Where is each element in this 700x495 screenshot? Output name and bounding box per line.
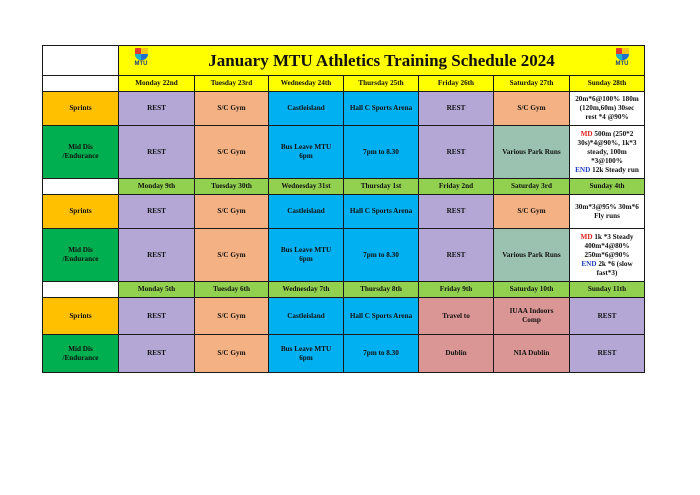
label-line: /Endurance — [62, 353, 99, 362]
session-cell: REST — [570, 298, 645, 335]
session-line: 30s)*4@90%, 1k*3 — [577, 138, 637, 147]
day-header: Wednesday 24th — [269, 76, 344, 92]
day-header: Thursday 25th — [344, 76, 419, 92]
session-cell: S/C Gym — [195, 195, 269, 229]
session-cell: REST — [119, 229, 195, 282]
row-label-middist — [43, 126, 119, 179]
session-cell-sunday — [570, 92, 645, 126]
day-header: Sunday 11th — [570, 282, 645, 298]
row-label-blank — [43, 282, 119, 298]
mtu-logo-right — [611, 48, 633, 73]
session-cell: Various Park Runs — [494, 126, 570, 179]
session-cell: NIA Dublin — [494, 335, 570, 373]
session-cell: REST — [419, 195, 494, 229]
label-line: Mid Dis — [68, 143, 93, 151]
day-header: Thursday 1st — [344, 179, 419, 195]
session-line: Bus Leave MTU — [280, 246, 332, 254]
session-cell: 7pm to 8.30 — [344, 229, 419, 282]
day-header: Monday 9th — [119, 179, 195, 195]
session-line: Fly runs — [594, 211, 620, 220]
session-line: steady, 100m — [587, 147, 627, 156]
session-line: 6pm — [299, 353, 313, 362]
session-cell: S/C Gym — [195, 92, 269, 126]
session-cell: S/C Gym — [494, 195, 570, 229]
shield-icon — [135, 48, 148, 60]
session-cell: REST — [119, 298, 195, 335]
session-cell: Castleisland — [269, 195, 344, 229]
session-line: rest *4 @90% — [585, 113, 629, 121]
day-header: Friday 9th — [419, 282, 494, 298]
logo-text: MTU — [134, 61, 148, 67]
session-cell: REST — [419, 126, 494, 179]
session-line: 400m*4@80% — [584, 241, 630, 250]
session-line: Comp — [522, 316, 541, 324]
row-label-sprints: Sprints — [43, 298, 119, 335]
session-line: 20m*6@100% 180m — [575, 95, 639, 103]
session-cell: Various Park Runs — [494, 229, 570, 282]
session-cell: REST — [119, 195, 195, 229]
session-cell: Castleisland — [269, 92, 344, 126]
row-label-middist — [43, 335, 119, 373]
session-cell: REST — [570, 335, 645, 373]
logo-text: MTU — [615, 61, 629, 67]
session-cell: 7pm to 8.30 — [344, 335, 419, 373]
session-line: 500m (250*2 — [592, 129, 634, 138]
session-line: 1k *3 Steady — [592, 232, 634, 241]
md-tag: MD — [580, 129, 593, 138]
day-header: Tuesday 6th — [195, 282, 269, 298]
row-label-blank — [43, 179, 119, 195]
day-header: Tuesday 30th — [195, 179, 269, 195]
session-line: IUAA Indoors — [509, 307, 554, 315]
label-line: Mid Dis — [68, 246, 93, 254]
day-header: Saturday 3rd — [494, 179, 570, 195]
session-cell-sunday — [570, 195, 645, 229]
day-header: Saturday 10th — [494, 282, 570, 298]
session-cell: Hall C Sports Arena — [344, 298, 419, 335]
session-cell-sunday — [570, 126, 645, 179]
session-cell — [269, 126, 344, 179]
title-banner — [119, 46, 645, 76]
session-cell: S/C Gym — [195, 335, 269, 373]
md-tag: MD — [580, 232, 593, 241]
day-header: Thursday 8th — [344, 282, 419, 298]
session-cell: S/C Gym — [195, 298, 269, 335]
row-label-blank — [43, 76, 119, 92]
session-line: 2k *6 (slow — [596, 259, 633, 268]
session-line: 6pm — [299, 152, 313, 160]
row-label-sprints: Sprints — [43, 195, 119, 229]
session-cell: Hall C Sports Arena — [344, 195, 419, 229]
session-cell: REST — [419, 92, 494, 126]
session-line: 6pm — [299, 255, 313, 263]
corner-blank — [43, 46, 119, 76]
session-line: 30m*3@95% 30m*6 — [575, 202, 639, 211]
session-cell: REST — [119, 335, 195, 373]
session-cell: REST — [119, 92, 195, 126]
session-line: Bus Leave MTU — [280, 344, 332, 353]
session-cell: Dublin — [419, 335, 494, 373]
session-cell: Hall C Sports Arena — [344, 92, 419, 126]
session-line: 12k Steady run — [590, 165, 639, 174]
mtu-logo-left — [130, 48, 152, 73]
session-cell — [494, 298, 570, 335]
session-line: Bus Leave MTU — [280, 143, 332, 151]
shield-icon — [616, 48, 629, 60]
row-label-middist — [43, 229, 119, 282]
day-header: Monday 22nd — [119, 76, 195, 92]
end-tag: END — [581, 259, 597, 268]
end-tag: END — [575, 165, 591, 174]
session-cell — [269, 229, 344, 282]
session-cell-sunday — [570, 229, 645, 282]
page-title: January MTU Athletics Training Schedule 2024 — [208, 51, 555, 70]
session-cell: 7pm to 8.30 — [344, 126, 419, 179]
session-cell: S/C Gym — [195, 126, 269, 179]
day-header: Wednesday 31st — [269, 179, 344, 195]
day-header: Saturday 27th — [494, 76, 570, 92]
schedule-table — [42, 45, 645, 373]
session-cell: S/C Gym — [494, 92, 570, 126]
row-label-sprints: Sprints — [43, 92, 119, 126]
session-line: 250m*6@90% — [584, 250, 630, 259]
day-header: Monday 5th — [119, 282, 195, 298]
session-line: *3@100% — [591, 156, 623, 165]
day-header: Sunday 28th — [570, 76, 645, 92]
label-line: /Endurance — [62, 152, 99, 160]
session-cell: S/C Gym — [195, 229, 269, 282]
day-header: Friday 2nd — [419, 179, 494, 195]
label-line: Mid Dis — [68, 344, 93, 353]
session-cell: Castleisland — [269, 298, 344, 335]
session-line: fast*3) — [596, 268, 618, 277]
session-cell: REST — [119, 126, 195, 179]
session-cell — [269, 335, 344, 373]
session-line: (120m,60m) 30sec — [579, 104, 635, 112]
day-header: Tuesday 23rd — [195, 76, 269, 92]
day-header: Wednesday 7th — [269, 282, 344, 298]
session-cell: Travel to — [419, 298, 494, 335]
label-line: /Endurance — [62, 255, 99, 263]
day-header: Friday 26th — [419, 76, 494, 92]
day-header: Sunday 4th — [570, 179, 645, 195]
session-cell: REST — [419, 229, 494, 282]
